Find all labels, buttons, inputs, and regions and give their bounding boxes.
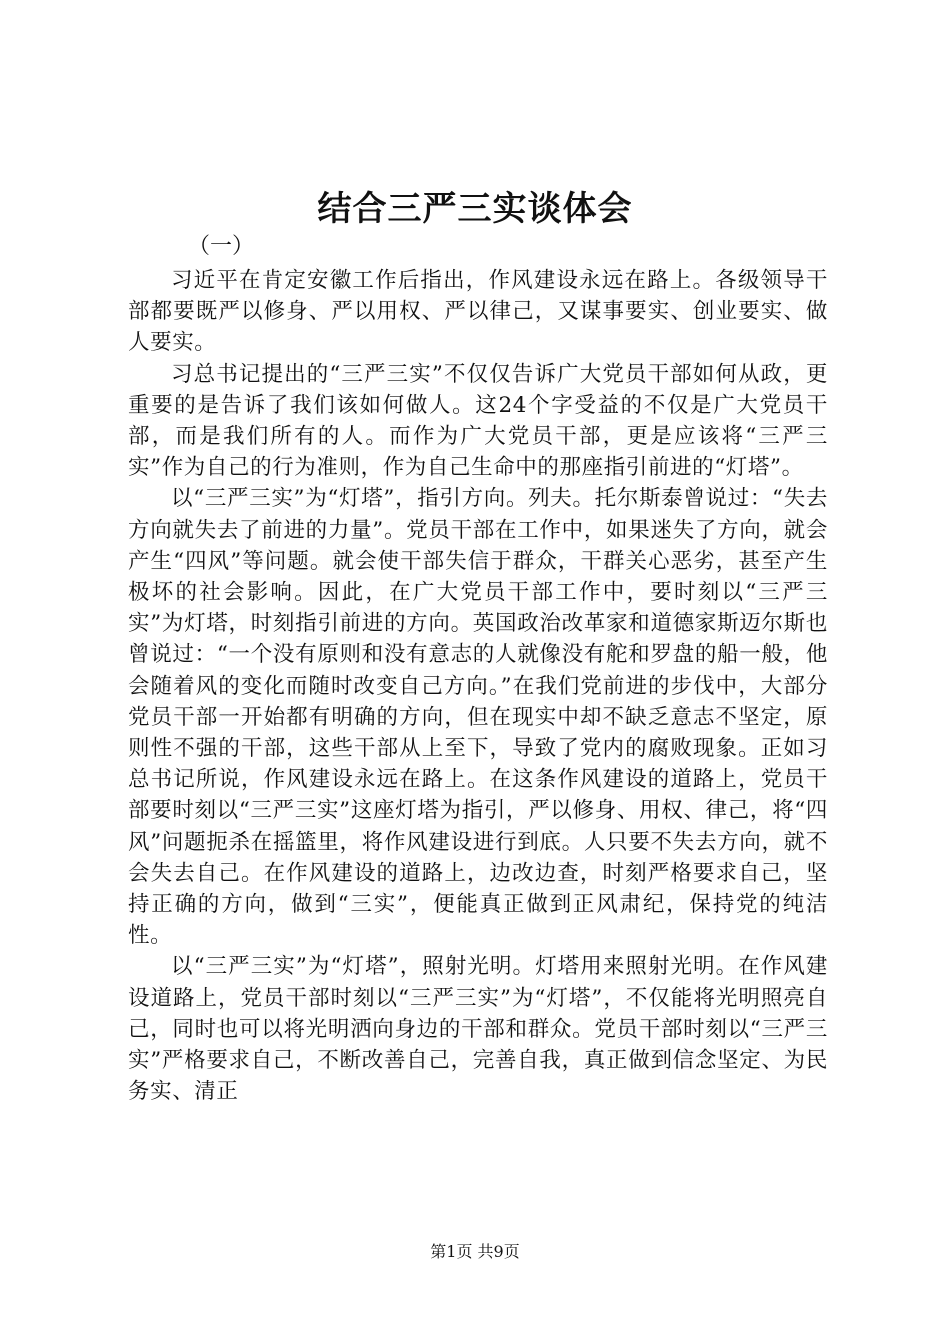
paragraph-2: 习总书记提出的“三严三实”不仅仅告诉广大党员干部如何从政，更重要的是告诉了我们该如何做人。这24个字受益的不仅是广大党员干部，而是我们所有的人。而作为广大党员干部，更是应该将“三严三实”作为自己的行为准则，作为自己生命中的那座指引前进的“灯塔”。 (128, 361, 828, 481)
paragraph-1: 习近平在肯定安徽工作后指出，作风建设永远在路上。各级领导干部都要既严以修身、严以用权、严以律己，又谋事要实、创业要实、做人要实。 (128, 268, 828, 356)
paragraph-4: 以“三严三实”为“灯塔”，照射光明。灯塔用来照射光明。在作风建设道路上，党员干部时刻以“三严三实”为“灯塔”，不仅能将光明照亮自己，同时也可以将光明洒向身边的干部和群众。党员干部时刻以“三严三实”严格要求自己，不断改善自己，完善自我，真正做到信念坚定、为民务实、清正 (128, 954, 828, 1105)
page-footer: 第1页 共9页 (430, 1242, 520, 1261)
paragraph-3: 以“三严三实”为“灯塔”，指引方向。列夫。托尔斯泰曾说过：“失去方向就失去了前进的力量”。党员干部在工作中，如果迷失了方向，就会产生“四风”等问题。就会使干部失信于群众，干群关心恶劣，甚至产生极坏的社会影响。因此，在广大党员干部工作中，要时刻以“三严三实”为灯塔，时刻指引前进的方向。英国政治改革家和道德家斯迈尔斯也曾说过：“一个没有原则和没有意志的人就像没有舵和罗盘的船一般，他会随着风的变化而随时改变自己方向。”在我们党前进的步伐中，大部分党员干部一开始都有明确的方向，但在现实中却不缺乏意志不坚定，原则性不强的干部，这些干部从上至下，导致了党内的腐败现象。正如习总书记所说，作风建设永远在路上。在这条作风建设的道路上，党员干部要时刻以“三严三实”这座灯塔为指引，严以修身、用权、律己，将“四风”问题扼杀在摇篮里，将作风建设进行到底。人只要不失去方向，就不会失去自己。在作风建设的道路上，边改边查，时刻严格要求自己，坚持正确的方向，做到“三实”，便能真正做到正风肃纪，保持党的纯洁性。 (128, 486, 828, 949)
document-title: 结合三严三实谈体会 (317, 189, 633, 229)
section-marker: （一） (188, 234, 255, 259)
document-body (128, 231, 828, 1107)
